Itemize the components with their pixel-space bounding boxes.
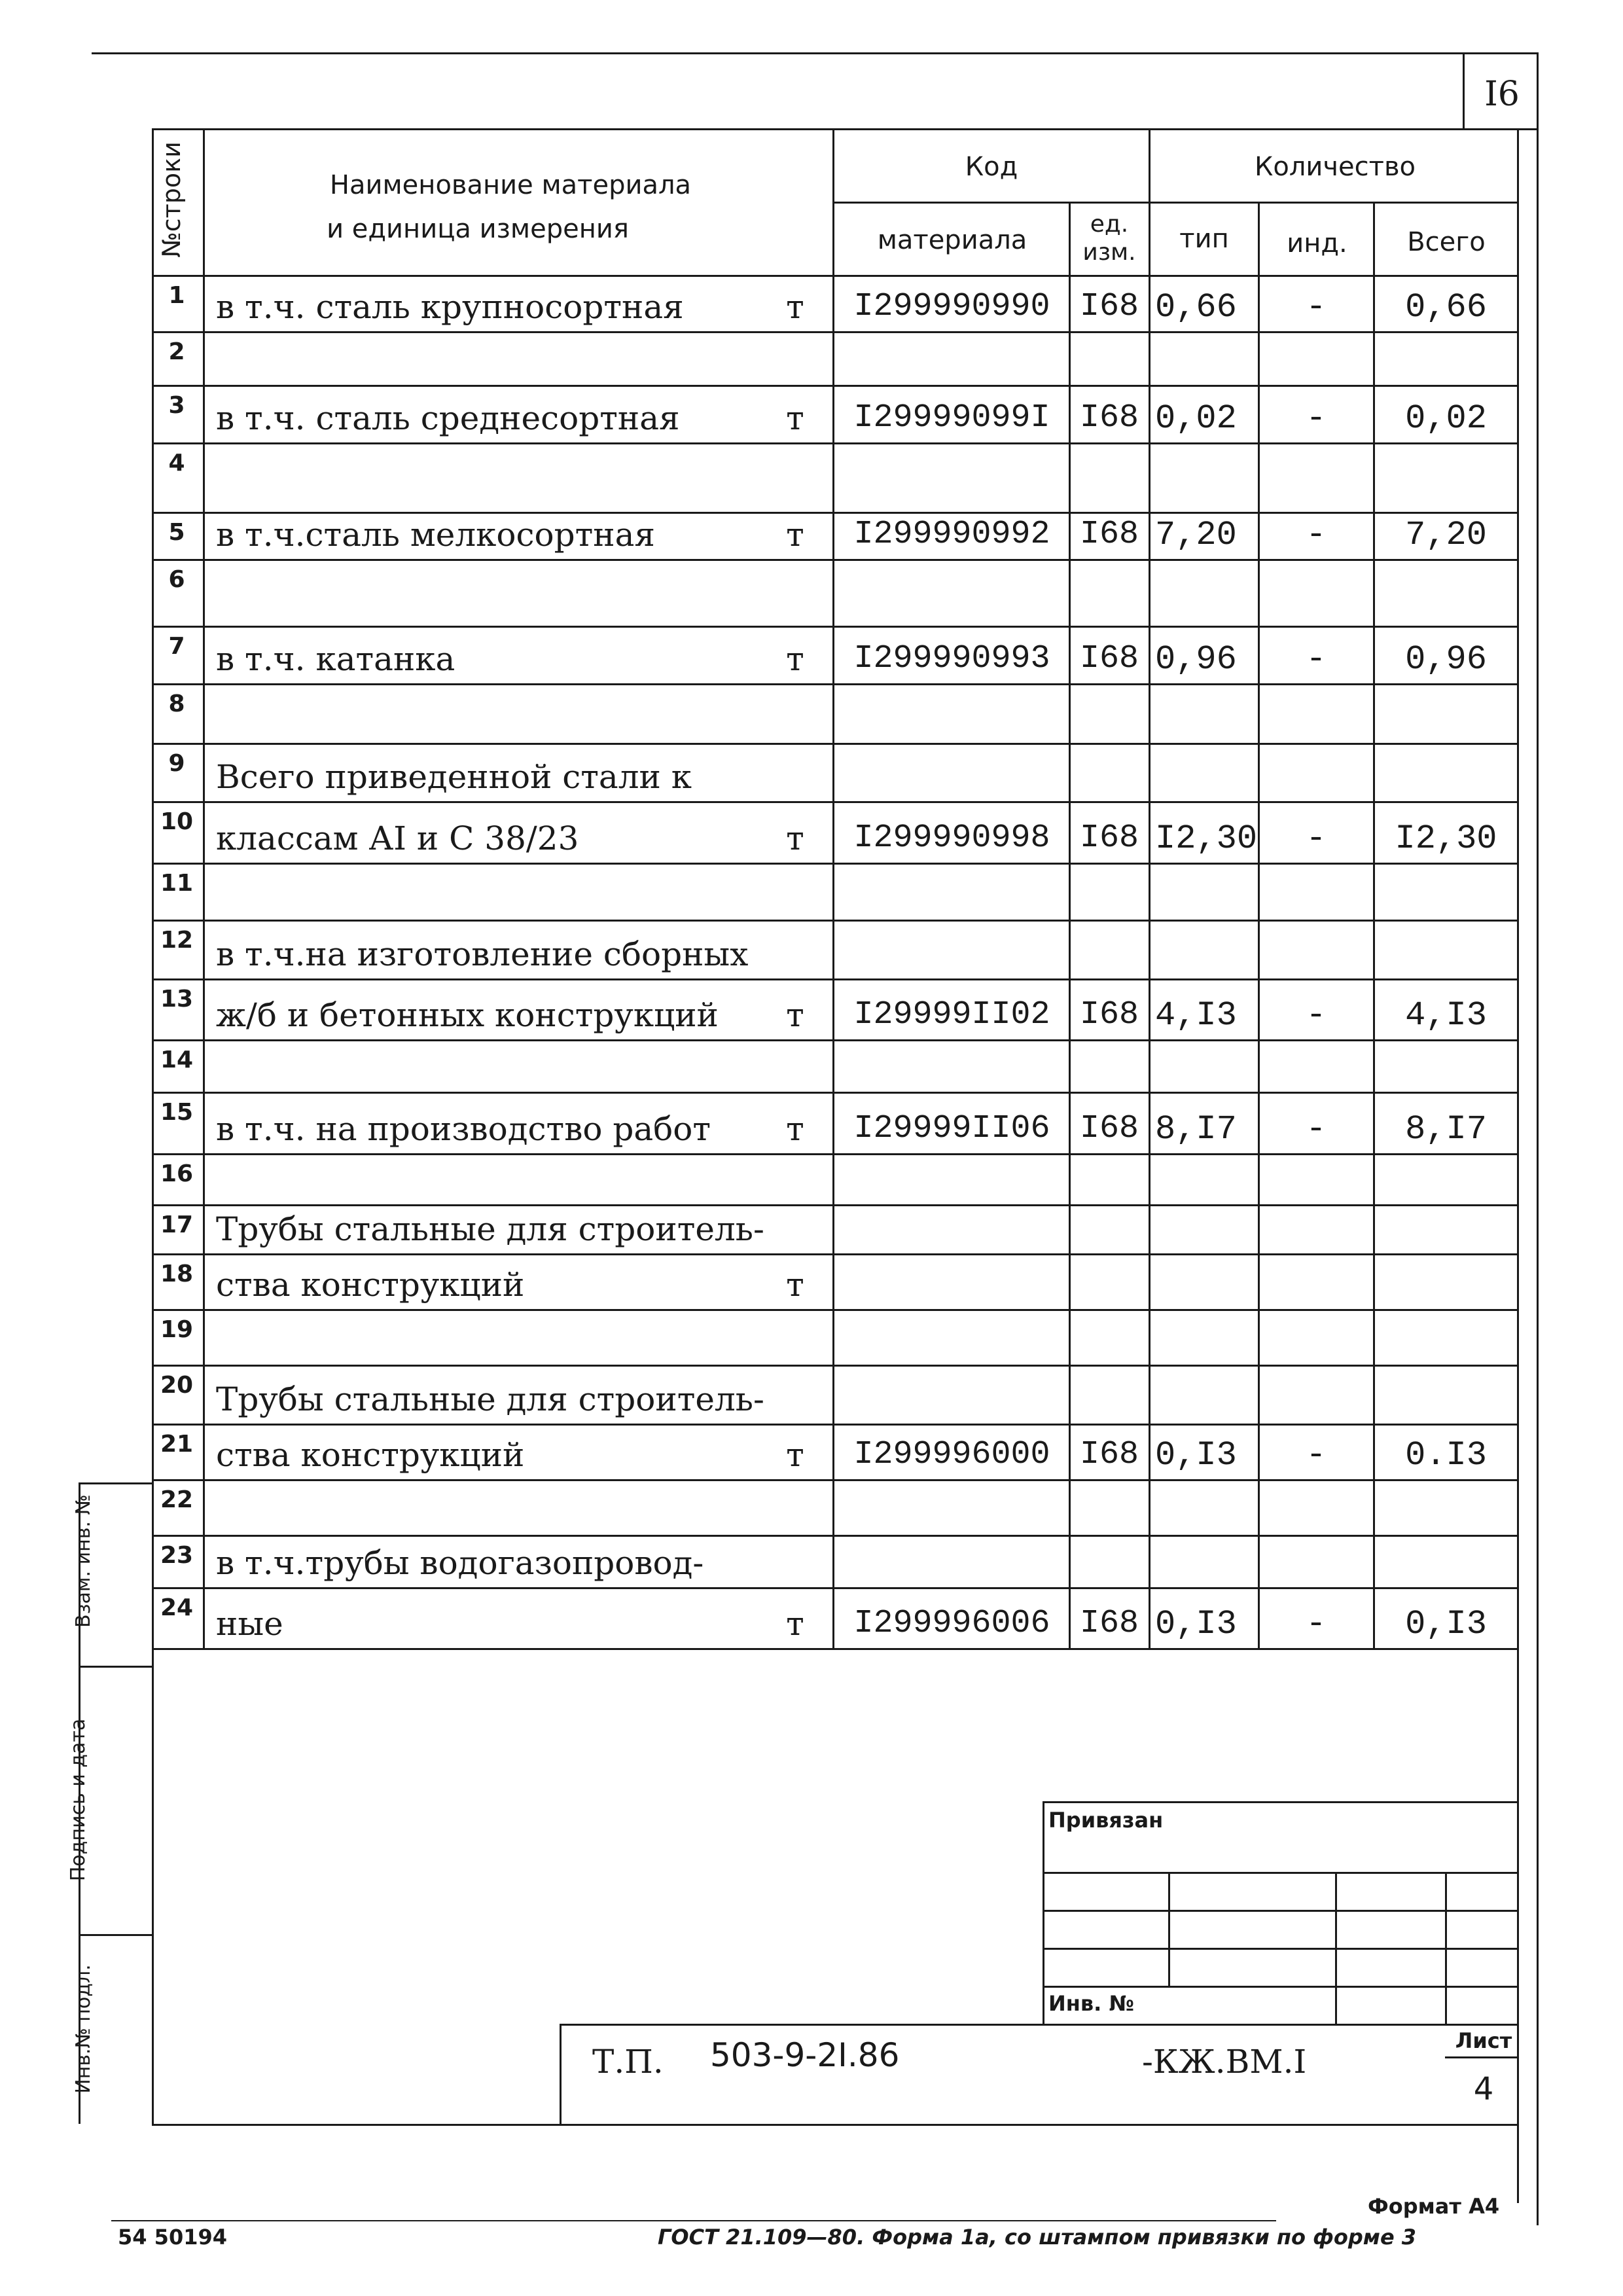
side-stamp-divider-1 <box>79 1482 152 1484</box>
header-type: тип <box>1179 224 1229 254</box>
row-number: 2 <box>168 338 185 365</box>
row-number: 10 <box>160 808 194 835</box>
row-unit-letter: т <box>786 1266 804 1304</box>
grid-row-line <box>152 626 1519 628</box>
row-number: 7 <box>168 633 185 660</box>
grid-row-line <box>152 1039 1519 1041</box>
header-unit-line1: ед. <box>1090 211 1129 238</box>
row-code: I299996000 <box>853 1436 1050 1473</box>
row-ind-qty: - <box>1306 516 1327 554</box>
row-ind-qty: - <box>1306 288 1327 327</box>
grid-row-line <box>152 331 1519 333</box>
grid-row-line <box>152 1424 1519 1426</box>
bound-stamp-col1 <box>1168 1872 1170 1987</box>
row-number: 1 <box>168 282 185 309</box>
row-unit-code: I68 <box>1079 288 1139 325</box>
row-number: 11 <box>160 870 194 897</box>
row-code: I29999099I <box>853 399 1050 437</box>
row-ind-qty: - <box>1306 640 1327 679</box>
row-name: в т.ч. на производство работ <box>216 1110 711 1148</box>
row-type-qty: 0,96 <box>1155 640 1237 679</box>
row-ind-qty: - <box>1306 399 1327 438</box>
header-name-line1: Наименование материала <box>329 170 692 200</box>
grid-row-line <box>152 1648 1519 1650</box>
sheet-box-divider <box>1445 2056 1519 2058</box>
row-unit-letter: т <box>786 399 804 437</box>
sheet-label: Лист <box>1455 2028 1512 2053</box>
header-name-line2: и единица измерения <box>327 214 629 244</box>
page-number: I6 <box>1484 75 1520 114</box>
grid-row-line <box>152 978 1519 980</box>
grid-row-line <box>152 559 1519 561</box>
grid-row-line <box>152 385 1519 387</box>
row-number: 17 <box>160 1211 194 1238</box>
row-total-qty: 8,I7 <box>1405 1110 1487 1149</box>
row-number: 4 <box>168 450 185 476</box>
grid-row-line <box>152 1092 1519 1094</box>
row-number: 23 <box>160 1542 194 1569</box>
row-code: I299990993 <box>853 640 1050 677</box>
grid-row-line <box>152 1153 1519 1155</box>
grid-col-code <box>832 128 834 1648</box>
frame-left-line <box>152 128 154 2126</box>
row-total-qty: I2,30 <box>1395 819 1497 858</box>
row-code: I29999II06 <box>853 1110 1050 1147</box>
title-stamp-left <box>560 2024 562 2126</box>
row-number: 6 <box>168 566 185 593</box>
header-quantity: Количество <box>1254 152 1416 182</box>
grid-row-line <box>152 920 1519 922</box>
grid-col-rownum <box>203 128 205 1648</box>
row-unit-letter: т <box>786 1436 804 1474</box>
inner-right-line <box>1517 128 1519 2203</box>
doc-prefix: Т.П. <box>592 2043 664 2081</box>
row-ind-qty: - <box>1306 1110 1327 1149</box>
row-number: 20 <box>160 1372 194 1399</box>
row-code: I299990990 <box>853 288 1050 325</box>
grid-row-line <box>152 1535 1519 1537</box>
grid-row-line <box>152 1309 1519 1311</box>
row-total-qty: 0,66 <box>1405 288 1487 327</box>
side-label-sign-date: Подпись и дата <box>67 1718 90 1882</box>
grid-row-line <box>152 1253 1519 1255</box>
row-type-qty: 0,02 <box>1155 399 1237 438</box>
row-unit-letter: т <box>786 288 804 326</box>
row-unit-code: I68 <box>1079 399 1139 437</box>
row-ind-qty: - <box>1306 1436 1327 1475</box>
row-name: в т.ч.трубы водогазопровод- <box>216 1544 704 1582</box>
grid-row-line <box>152 801 1519 803</box>
row-unit-letter: т <box>786 1605 804 1643</box>
row-ind-qty: - <box>1306 1605 1327 1643</box>
grid-row-line <box>152 863 1519 865</box>
side-stamp-divider-2 <box>79 1666 152 1668</box>
header-rownum-cell <box>152 128 191 276</box>
bound-stamp-row2 <box>1043 1910 1519 1912</box>
grid-row-line <box>152 1587 1519 1589</box>
row-total-qty: 0,I3 <box>1405 1605 1487 1643</box>
footer-line <box>111 2220 1276 2221</box>
header-material: материала <box>877 225 1027 255</box>
row-total-qty: 0.I3 <box>1405 1436 1487 1475</box>
grid-row-line <box>152 743 1519 745</box>
row-total-qty: 0,96 <box>1405 640 1487 679</box>
row-unit-code: I68 <box>1079 819 1139 857</box>
grid-row-line <box>152 442 1519 444</box>
header-code: Код <box>965 152 1018 182</box>
row-unit-code: I68 <box>1079 640 1139 677</box>
row-number: 15 <box>160 1099 194 1126</box>
row-type-qty: I2,30 <box>1155 819 1258 858</box>
title-stamp-top <box>560 2024 1519 2026</box>
grid-row-line <box>152 275 1519 277</box>
side-stamp-divider-3 <box>79 1934 152 1936</box>
gost-footer: ГОСТ 21.109—80. Форма 1а, со штампом привязки по форме 3 <box>658 2225 1417 2250</box>
row-total-qty: 4,I3 <box>1405 996 1487 1035</box>
row-number: 24 <box>160 1594 194 1621</box>
page-number-box-left <box>1463 52 1465 128</box>
row-name: ж/б и бетонных конструкций <box>216 996 719 1034</box>
format-label: Формат А4 <box>1368 2194 1500 2219</box>
row-number: 12 <box>160 927 194 954</box>
row-unit-letter: т <box>786 516 804 554</box>
row-number: 18 <box>160 1261 194 1287</box>
row-number: 21 <box>160 1431 194 1458</box>
side-label-inv-orig: Инв.№ подл. <box>72 1964 95 2094</box>
row-number: 14 <box>160 1047 194 1073</box>
row-number: 19 <box>160 1316 194 1343</box>
row-unit-letter: т <box>786 1110 804 1148</box>
row-name: в т.ч. катанка <box>216 640 455 678</box>
row-name: в т.ч. сталь среднесортная <box>216 399 680 437</box>
row-total-qty: 0,02 <box>1405 399 1487 438</box>
row-name: ства конструкций <box>216 1436 525 1474</box>
row-unit-code: I68 <box>1079 1605 1139 1642</box>
row-unit-code: I68 <box>1079 516 1139 553</box>
frame-bottom-line <box>152 2124 1519 2126</box>
bound-stamp-row1 <box>1043 1872 1519 1874</box>
row-number: 9 <box>168 750 185 777</box>
bound-stamp-left <box>1043 1801 1044 2024</box>
grid-col-qty <box>1149 128 1150 1648</box>
row-unit-code: I68 <box>1079 1110 1139 1147</box>
bound-stamp-row4 <box>1043 1986 1519 1988</box>
row-number: 16 <box>160 1160 194 1187</box>
grid-header-mid <box>832 202 1519 204</box>
grid-row-line <box>152 683 1519 685</box>
frame-right-line <box>1537 52 1539 2225</box>
grid-row-line <box>152 1204 1519 1206</box>
bound-label: Привязан <box>1048 1808 1164 1833</box>
row-code: I299990998 <box>853 819 1050 857</box>
row-type-qty: 4,I3 <box>1155 996 1237 1035</box>
row-unit-letter: т <box>786 640 804 678</box>
row-total-qty: 7,20 <box>1405 516 1487 554</box>
grid-row-line <box>152 1479 1519 1481</box>
row-number: 8 <box>168 691 185 717</box>
row-name: в т.ч.на изготовление сборных <box>216 935 749 973</box>
row-type-qty: 0,I3 <box>1155 1436 1237 1475</box>
header-total: Всего <box>1407 227 1486 257</box>
inv-label: Инв. № <box>1048 1991 1134 2016</box>
row-name: классам АI и С 38/23 <box>216 819 579 857</box>
doc-suffix: -КЖ.ВМ.I <box>1142 2043 1307 2081</box>
header-ind: инд. <box>1287 228 1347 259</box>
row-ind-qty: - <box>1306 996 1327 1035</box>
row-ind-qty: - <box>1306 819 1327 858</box>
row-type-qty: 8,I7 <box>1155 1110 1237 1149</box>
row-unit-letter: т <box>786 819 804 857</box>
doc-number: 503-9-2I.86 <box>710 2036 900 2074</box>
bound-stamp-col3 <box>1445 1872 1447 2024</box>
grid-header-top <box>152 128 1519 130</box>
header-rownum: №строки <box>157 141 186 258</box>
header-unit-line2: изм. <box>1082 239 1136 266</box>
bound-stamp-row3 <box>1043 1948 1519 1950</box>
row-number: 13 <box>160 986 194 1013</box>
row-unit-code: I68 <box>1079 996 1139 1033</box>
grid-row-line <box>152 1365 1519 1367</box>
row-number: 22 <box>160 1486 194 1513</box>
bound-stamp-top <box>1043 1801 1519 1803</box>
grid-col-ind <box>1373 202 1375 1648</box>
row-name: Всего приведенной стали к <box>216 758 692 796</box>
row-number: 5 <box>168 519 185 546</box>
row-code: I29999II02 <box>853 996 1050 1033</box>
bound-stamp-col2 <box>1335 1872 1337 2024</box>
row-unit-code: I68 <box>1079 1436 1139 1473</box>
row-number: 3 <box>168 392 185 419</box>
row-name: Трубы стальные для строитель- <box>216 1210 764 1248</box>
left-code: 54 50194 <box>118 2225 227 2250</box>
row-code: I299990992 <box>853 516 1050 553</box>
row-type-qty: 0,I3 <box>1155 1605 1237 1643</box>
row-name: в т.ч. сталь крупносортная <box>216 288 684 326</box>
row-name: ства конструкций <box>216 1266 525 1304</box>
row-name: в т.ч.сталь мелкосортная <box>216 516 655 554</box>
grid-row-line <box>152 512 1519 514</box>
row-type-qty: 0,66 <box>1155 288 1237 327</box>
row-type-qty: 7,20 <box>1155 516 1237 554</box>
row-code: I299996006 <box>853 1605 1050 1642</box>
side-label-replace-inv: Взам. инв. № <box>72 1494 95 1628</box>
sheet-number: 4 <box>1473 2071 1494 2108</box>
row-unit-letter: т <box>786 996 804 1034</box>
row-name: ные <box>216 1605 283 1643</box>
row-name: Трубы стальные для строитель- <box>216 1380 764 1418</box>
frame-top-line <box>92 52 1538 54</box>
